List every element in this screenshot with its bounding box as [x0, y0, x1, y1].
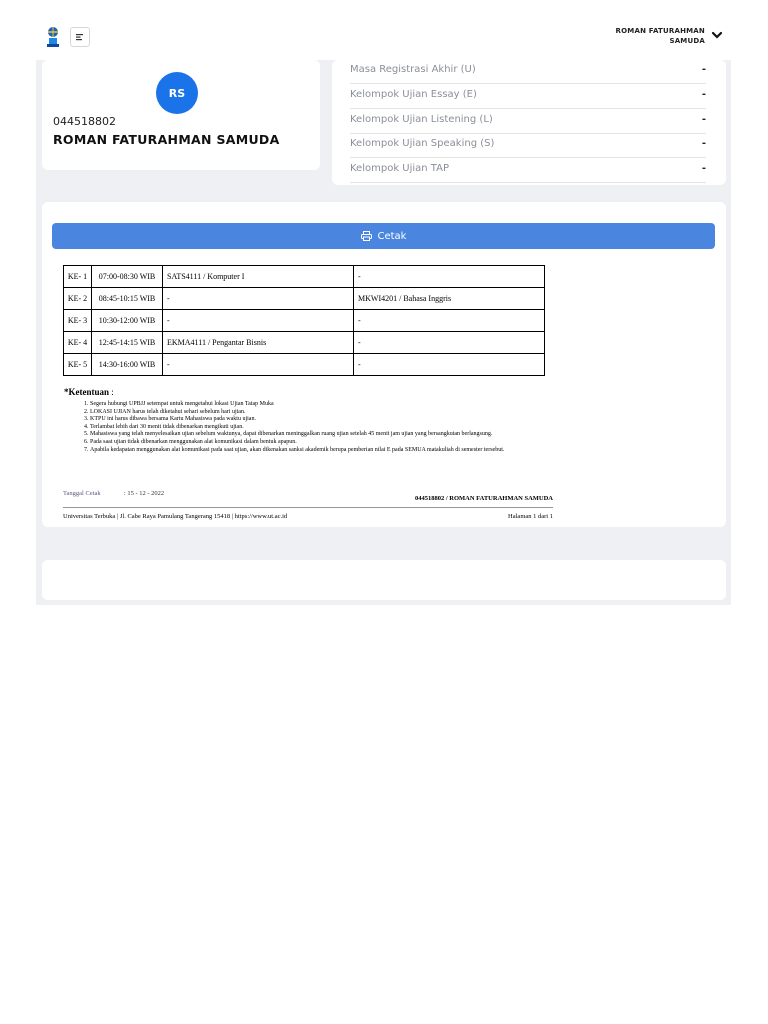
empty-card [42, 560, 726, 600]
rules-heading-text: *Ketentuan [64, 387, 109, 397]
user-name-line-1: ROMAN FATURAHMAN [615, 27, 705, 35]
rules-list [72, 401, 555, 454]
info-row-tap [350, 159, 706, 183]
info-label: Kelompok Ujian Listening (L) [350, 114, 493, 125]
rules-heading-colon: : [109, 387, 114, 397]
time-cell: 10:30-12:00 WIB [92, 310, 163, 332]
table-row [64, 288, 545, 310]
document-signer: 044518802 / ROMAN FATURAHMAN SAMUDA [414, 495, 553, 502]
list-item: 5. Mahasiswa yang telah menyelesaikan ujian sebelum waktunya, dapat dibenarkan meninggalkan ruang ujian setelah 45 menit jam ujian yang bersangkutan berlangsung. [90, 431, 555, 439]
exam-schedule-table [63, 265, 545, 376]
print-date [63, 490, 164, 497]
time-cell: 08:45-10:15 WIB [92, 288, 163, 310]
course-cell: - [163, 310, 354, 332]
student-name: ROMAN FATURAHMAN SAMUDA [53, 132, 280, 147]
list-item: 4. Terlambat lebih dari 30 menit tidak dibenarkan mengikuti ujian. [90, 424, 555, 432]
table-row [64, 266, 545, 288]
list-item: 3. KTPU ini harus dibawa bersama Kartu Mahasiswa pada waktu ujian. [90, 416, 555, 424]
document-address: Universitas Terbuka | Jl. Cabe Raya Pamulang Tangerang 15418 | https://www.ut.ac.id [63, 513, 288, 520]
time-cell: 14:30-16:00 WIB [92, 354, 163, 376]
info-value: - [701, 163, 706, 174]
divider [63, 507, 553, 508]
info-label: Kelompok Ujian Speaking (S) [350, 138, 495, 149]
menu-toggle-button[interactable] [70, 27, 90, 47]
rules-heading [64, 387, 114, 397]
top-bar [0, 0, 768, 60]
session-cell: KE- 1 [64, 266, 92, 288]
time-cell: 07:00-08:30 WIB [92, 266, 163, 288]
print-button[interactable] [52, 223, 715, 249]
time-cell: 12:45-14:15 WIB [92, 332, 163, 354]
university-logo-icon[interactable] [43, 26, 63, 48]
course-cell: - [354, 354, 545, 376]
info-row-listening [350, 110, 706, 134]
info-value: - [701, 114, 706, 125]
info-row-essay [350, 85, 706, 109]
align-left-icon [75, 33, 85, 42]
print-date-label: Tanggal Cetak [63, 490, 101, 497]
course-cell: - [354, 310, 545, 332]
course-cell: - [163, 288, 354, 310]
course-cell: SATS4111 / Komputer I [163, 266, 354, 288]
session-cell: KE- 3 [64, 310, 92, 332]
list-item: 7. Apabila kedapatan menggunakan alat komunikasi pada saat ujian, akan dikenakan sanksi akademik berupa pemberian nilai E pada SEMUA matakuliah di semester tersebut. [90, 447, 555, 455]
course-cell: MKWI4201 / Bahasa Inggris [354, 288, 545, 310]
info-label: Kelompok Ujian Essay (E) [350, 89, 477, 100]
page-number: Halaman 1 dari 1 [508, 513, 553, 520]
course-cell: - [354, 332, 545, 354]
info-row-speaking [350, 134, 706, 158]
table-row [64, 332, 545, 354]
user-menu-name[interactable] [595, 26, 705, 46]
session-cell: KE- 4 [64, 332, 92, 354]
info-value: - [701, 64, 706, 75]
info-label: Masa Registrasi Akhir (U) [350, 64, 476, 75]
printer-icon [361, 231, 372, 241]
course-cell: - [163, 354, 354, 376]
course-cell: - [354, 266, 545, 288]
chevron-down-icon[interactable] [711, 30, 723, 40]
info-row-registrasi [350, 60, 706, 84]
list-item: 2. LOKASI UJIAN harus telah diketahui sehari sebelum hari ujian. [90, 409, 555, 417]
info-value: - [701, 138, 706, 149]
session-cell: KE- 2 [64, 288, 92, 310]
course-cell: EKMA4111 / Pengantar Bisnis [163, 332, 354, 354]
table-row [64, 310, 545, 332]
user-name-line-2: SAMUDA [669, 37, 705, 45]
print-button-label: Cetak [377, 230, 407, 242]
info-label: Kelompok Ujian TAP [350, 163, 450, 174]
list-item: 6. Pada saat ujian tidak dibenarkan menggunakan alat komunikasi dalam bentuk apapun. [90, 439, 555, 447]
session-cell: KE- 5 [64, 354, 92, 376]
student-id: 044518802 [53, 115, 116, 128]
table-row [64, 354, 545, 376]
info-value: - [701, 89, 706, 100]
list-item: 1. Segera hubungi UPBJJ setempat untuk mengetahui lokasi Ujian Tatap Muka [90, 401, 555, 409]
avatar: RS [156, 72, 198, 114]
print-date-value: : 15 - 12 - 2022 [123, 490, 165, 497]
